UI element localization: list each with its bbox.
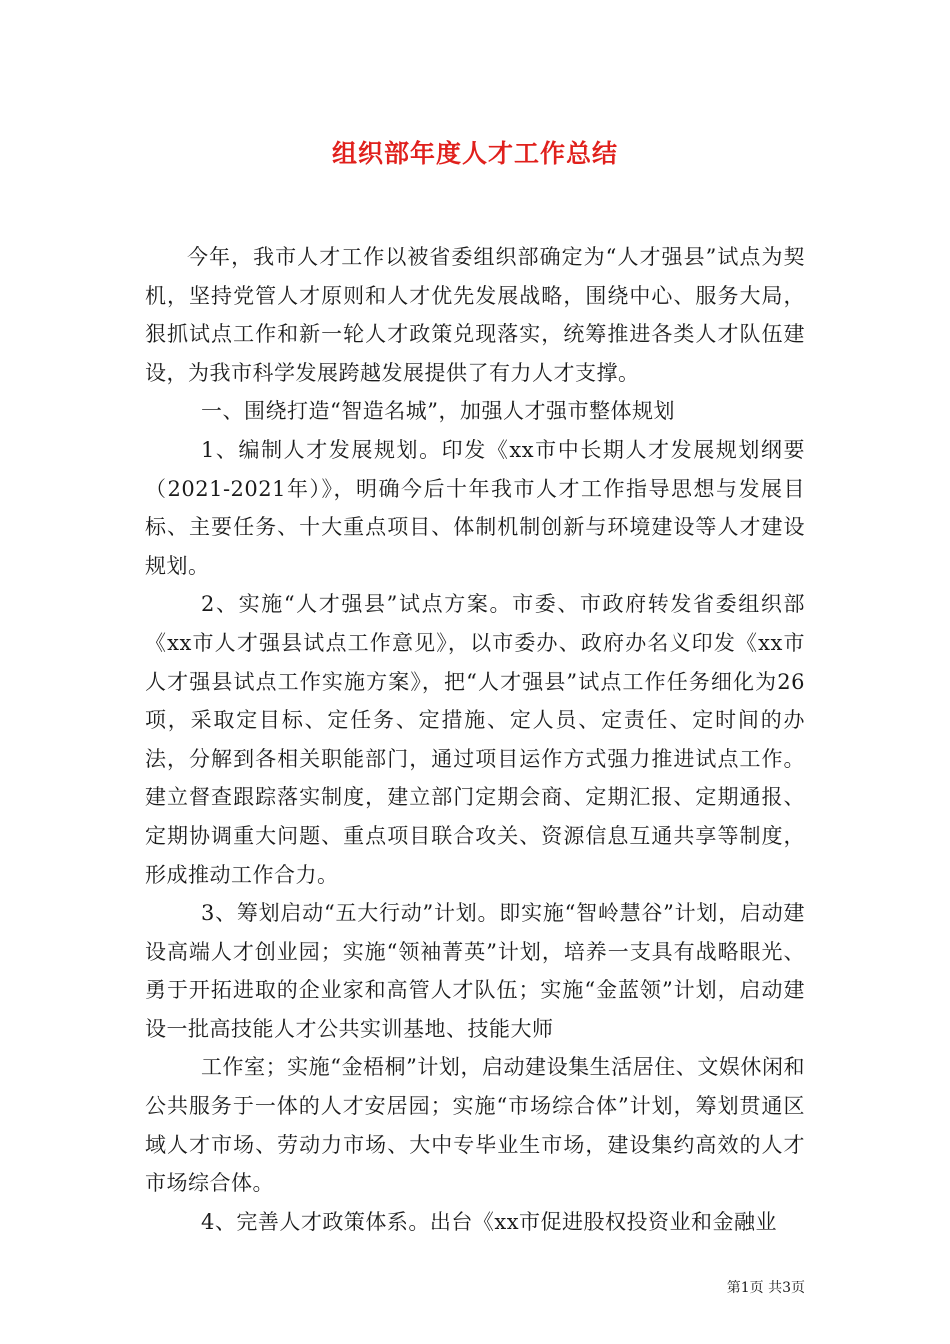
document-title: 组织部年度人才工作总结	[331, 139, 618, 168]
paragraph-intro: 今年，我市人才工作以被省委组织部确定为“人才强县”试点为契机，坚持党管人才原则和人才优先发展战略，围绕中心、服务大局，狠抓试点工作和新一轮人才政策兑现落实，统筹推进各类人才队伍建设，为我市科学发展跨越发展提供了有力人才支撑。	[145, 245, 805, 385]
paragraph-item-3-continued: 工作室；实施“金梧桐”计划，启动建设集生活居住、文娱休闲和公共服务于一体的人才安居园；实施“市场综合体”计划，筹划贯通区域人才市场、劳动力市场、大中专毕业生市场，建设集约高效的人才市场综合体。	[145, 1055, 805, 1196]
paragraph-item-4: 4、完善人才政策体系。出台《xx市促进股权投资业和金融业	[201, 1209, 778, 1234]
paragraph-item-3: 3、筹划启动“五大行动”计划。即实施“智岭慧谷”计划，启动建设高端人才创业园；实施“领袖菁英”计划，培养一支具有战略眼光、勇于开拓进取的企业家和高管人才队伍；实施“金蓝领”计划，启动建设一批高技能人才公共实训基地、技能大师	[145, 901, 805, 1041]
page-number: 第1页 共3页	[726, 1280, 805, 1296]
document-body	[145, 238, 805, 1241]
paragraph-item-2: 2、实施“人才强县”试点方案。市委、市政府转发省委组织部《xx市人才强县试点工作意见》，以市委办、政府办名义印发《xx市人才强县试点工作实施方案》，把“人才强县”试点工作任务细化为26项，采取定目标、定任务、定措施、定人员、定责任、定时间的办法，分解到各相关职能部门，通过项目运作方式强力推进试点工作。建立督查跟踪落实制度，建立部门定期会商、定期汇报、定期通报、定期协调重大问题、重点项目联合攻关、资源信息互通共享等制度，形成推动工作合力。	[145, 592, 805, 887]
paragraph-item-1: 1、编制人才发展规划。印发《xx市中长期人才发展规划纲要（2021-2021年）》，明确今后十年我市人才工作指导思想与发展目标、主要任务、十大重点项目、体制机制创新与环境建设等人才建设规划。	[145, 437, 805, 578]
section-heading: 一、围绕打造“智造名城”，加强人才强市整体规划	[201, 399, 675, 424]
